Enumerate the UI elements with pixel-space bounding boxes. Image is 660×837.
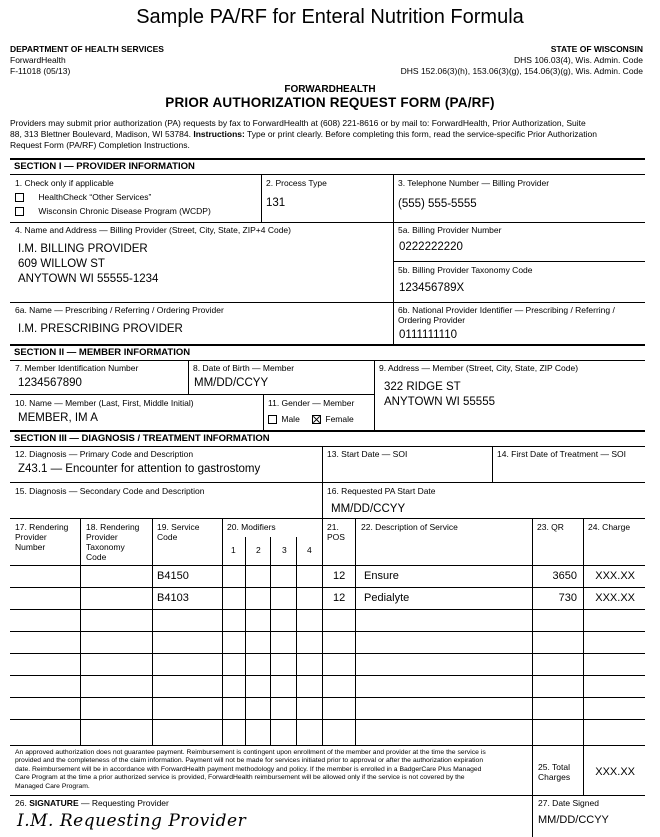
wcdp-label: Wisconsin Chronic Disease Program (WCDP) — [38, 206, 211, 216]
disclaimer-line-2: provided and the completeness of the claim information. Payment will not be made for services initiated prior to approval or after the authorization expiration — [15, 757, 484, 765]
section-2-heading: SECTION II — MEMBER INFORMATION — [14, 347, 191, 358]
field-1-label: 1. Check only if applicable — [15, 178, 114, 188]
row-1-pos[interactable]: 12 — [333, 570, 346, 582]
disclaimer-line-5: Managed Care Program. — [15, 782, 90, 790]
prescribing-provider-name[interactable]: I.M. PRESCRIBING PROVIDER — [18, 323, 183, 335]
billing-provider-street[interactable]: 609 WILLOW ST — [18, 258, 105, 270]
modifier-2-header: 2 — [256, 545, 261, 555]
section-3-heading: SECTION III — DIAGNOSIS / TREATMENT INFORMATION — [14, 433, 270, 444]
intro-line-2 — [10, 129, 597, 139]
member-dob-value[interactable]: MM/DD/CCYY — [194, 377, 269, 389]
field-16-label: 16. Requested PA Start Date — [327, 486, 436, 496]
field-26-label — [15, 798, 169, 808]
field-27-label: 27. Date Signed — [538, 798, 599, 808]
signature-value[interactable]: I.M. Requesting Provider — [17, 811, 247, 831]
row-2-charge[interactable]: XXX.XX — [595, 592, 635, 604]
modifier-4-header: 4 — [307, 545, 312, 555]
field-11-label: 11. Gender — Member — [268, 398, 355, 408]
field-25-label — [538, 762, 570, 782]
healthcheck-label: HealthCheck “Other Services” — [38, 192, 152, 202]
row-2-pos[interactable]: 12 — [333, 592, 346, 604]
intro-instructions: Type or print clearly. Before completing this form, read the service-specific Prior Authorization — [244, 129, 597, 139]
col-22-header: 22. Description of Service — [361, 522, 458, 532]
total-charges-value[interactable]: XXX.XX — [595, 766, 635, 778]
section-1-heading: SECTION I — PROVIDER INFORMATION — [14, 161, 195, 172]
col-18-line-1: 18. Rendering — [86, 522, 140, 532]
disclaimer-line-3: date. Reimbursement will be in accordance with ForwardHealth payment methodology and policy. If the member is enrolled in a BadgerCare Plus Managed — [15, 765, 482, 773]
gender-female-checkbox[interactable] — [312, 415, 321, 424]
admin-code-2: DHS 152.06(3)(h), 153.06(3)(g), 154.06(3)(g), Wis. Admin. Code — [400, 66, 643, 76]
field-13-label: 13. Start Date — SOI — [327, 449, 408, 459]
col-21-header — [327, 522, 345, 542]
gender-male-option[interactable] — [268, 414, 300, 424]
row-2-description[interactable]: Pedialyte — [364, 592, 410, 604]
prescribing-npi[interactable]: 0111111110 — [399, 329, 457, 341]
row-2-qr[interactable]: 730 — [558, 592, 577, 604]
member-id-value[interactable]: 1234567890 — [18, 377, 82, 389]
billing-provider-city[interactable]: ANYTOWN WI 55555-1234 — [18, 273, 159, 285]
field-6b-label-2: Ordering Provider — [398, 315, 466, 325]
field-6b-label-1: 6b. National Provider Identifier — Prescribing / Referring / — [398, 305, 615, 315]
gender-female-label: Female — [325, 414, 354, 424]
intro-line-1: Providers may submit prior authorization (PA) requests by fax to ForwardHealth at (608) 221-8616 or by mail to: ForwardHealth, Prior Authorization, Suite — [10, 118, 586, 128]
col-17-line-3: Number — [15, 542, 46, 552]
col-18-line-3: Taxonomy — [86, 542, 125, 552]
row-1-service-code[interactable]: B4150 — [157, 570, 189, 582]
field-2-label: 2. Process Type — [266, 178, 327, 188]
field-8-label: 8. Date of Birth — Member — [193, 363, 295, 373]
col-17-line-1: 17. Rendering — [15, 522, 69, 532]
billing-phone-value[interactable]: (555) 555-5555 — [398, 198, 477, 210]
field-12-label: 12. Diagnosis — Primary Code and Description — [15, 449, 194, 459]
field-7-label: 7. Member Identification Number — [15, 363, 139, 373]
billing-provider-name[interactable]: I.M. BILLING PROVIDER — [18, 243, 148, 255]
col-19-line-2: Code — [157, 532, 178, 542]
process-type-value[interactable]: 131 — [266, 197, 286, 209]
row-1-qr[interactable]: 3650 — [552, 570, 577, 582]
date-signed-value[interactable]: MM/DD/CCYY — [538, 814, 609, 826]
healthcheck-checkbox[interactable] — [15, 193, 24, 202]
col-24-header: 24. Charge — [588, 522, 631, 532]
field-14-label: 14. First Date of Treatment — SOI — [497, 449, 626, 459]
col-21-line-2: POS — [327, 532, 345, 542]
col-18-line-4: Code — [86, 552, 107, 562]
row-1-description[interactable]: Ensure — [364, 570, 399, 582]
field-6a-label: 6a. Name — Prescribing / Referring / Ordering Provider — [15, 305, 224, 315]
modifier-3-header: 3 — [282, 545, 287, 555]
form-number: F-11018 (05/13) — [10, 66, 71, 76]
row-2-service-code[interactable]: B4103 — [157, 592, 189, 604]
gender-female-option[interactable] — [312, 414, 354, 424]
gender-male-checkbox[interactable] — [268, 415, 277, 424]
field-10-label: 10. Name — Member (Last, First, Middle Initial) — [15, 398, 194, 408]
col-18-line-2: Provider — [86, 532, 118, 542]
wcdp-checkbox[interactable] — [15, 207, 24, 216]
modifier-1-header: 1 — [231, 545, 236, 555]
col-23-header: 23. QR — [537, 522, 564, 532]
member-street[interactable]: 322 RIDGE ST — [384, 381, 461, 393]
form-title: PRIOR AUTHORIZATION REQUEST FORM (PA/RF) — [165, 95, 495, 110]
field-3-label: 3. Telephone Number — Billing Provider — [398, 178, 550, 188]
col-19-header — [157, 522, 200, 542]
disclaimer-line-4: Care Program at the time a prior authorized service is provided, ForwardHealth reimbursement will be allowed only if the service is not covered by the — [15, 774, 465, 782]
col-21-line-1: 21. — [327, 522, 339, 532]
wcdp-option[interactable] — [15, 206, 211, 216]
billing-provider-number[interactable]: 0222222220 — [399, 241, 463, 253]
forwardhealth-heading: FORWARDHEALTH — [284, 84, 376, 95]
primary-diagnosis-value[interactable]: Z43.1 — Encounter for attention to gastrostomy — [18, 463, 261, 475]
field-26-rest: — Requesting Provider — [78, 798, 169, 808]
col-17-line-2: Provider — [15, 532, 47, 542]
state-name: STATE OF WISCONSIN — [550, 44, 643, 54]
field-4-label: 4. Name and Address — Billing Provider (Street, City, State, ZIP+4 Code) — [15, 225, 291, 235]
healthcheck-option[interactable] — [15, 192, 151, 202]
pa-start-date-value[interactable]: MM/DD/CCYY — [331, 503, 406, 515]
instructions-label: Instructions: — [193, 129, 245, 139]
field-5a-label: 5a. Billing Provider Number — [398, 225, 502, 235]
field-25-line-2: Charges — [538, 772, 571, 782]
program-name: ForwardHealth — [10, 55, 66, 65]
col-18-header — [86, 522, 139, 562]
member-name-value[interactable]: MEMBER, IM A — [18, 412, 98, 424]
row-1-charge[interactable]: XXX.XX — [595, 570, 635, 582]
department-name: DEPARTMENT OF HEALTH SERVICES — [10, 44, 164, 54]
col-19-line-1: 19. Service — [157, 522, 200, 532]
field-26-number: 26. — [15, 798, 30, 808]
member-city[interactable]: ANYTOWN WI 55555 — [384, 396, 495, 408]
signature-word: SIGNATURE — [29, 798, 79, 808]
field-5b-label: 5b. Billing Provider Taxonomy Code — [398, 265, 533, 275]
col-17-header — [15, 522, 68, 552]
admin-code-1: DHS 106.03(4), Wis. Admin. Code — [514, 55, 643, 65]
intro-line-3: Request Form (PA/RF) Completion Instructions. — [10, 140, 190, 150]
intro-address: 88, 313 Blettner Boulevard, Madison, WI 53784. — [10, 129, 194, 139]
disclaimer-line-1: An approved authorization does not guarantee payment. Reimbursement is contingent upon enrollment of the member and provider at the time the service is — [15, 749, 486, 756]
field-15-label: 15. Diagnosis — Secondary Code and Description — [15, 486, 205, 496]
gender-male-label: Male — [281, 414, 300, 424]
col-20-header: 20. Modifiers — [227, 522, 276, 532]
field-25-line-1: 25. Total — [538, 762, 570, 772]
page-title: Sample PA/RF for Enteral Nutrition Formula — [136, 6, 524, 28]
billing-taxonomy-code[interactable]: 123456789X — [399, 282, 465, 294]
disclaimer — [15, 749, 486, 791]
field-9-label: 9. Address — Member (Street, City, State, ZIP Code) — [379, 363, 579, 373]
